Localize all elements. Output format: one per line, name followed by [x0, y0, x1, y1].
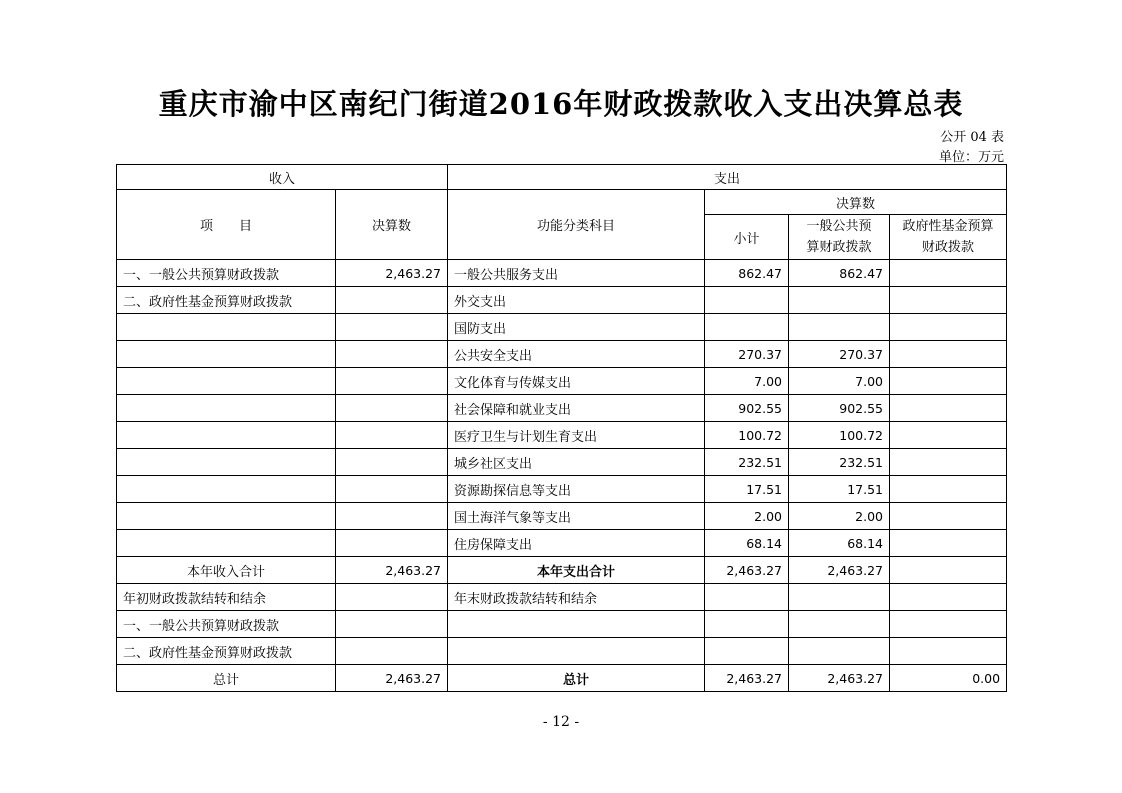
gov-fund-cell [890, 260, 1007, 287]
grand-expense-total-general: 2,463.27 [789, 665, 890, 692]
general-budget-cell [789, 314, 890, 341]
table-row [117, 314, 1007, 341]
year-expense-total-label: 本年支出合计 [448, 557, 705, 584]
income-header: 收入 [117, 165, 448, 190]
year-income-total-amount: 2,463.27 [336, 557, 448, 584]
income-amount-cell [336, 449, 448, 476]
header-row-2 [117, 190, 1007, 215]
table-row [117, 449, 1007, 476]
carryover-expense-item: 年末财政拨款结转和结余 [448, 584, 705, 611]
carryover-general [789, 584, 890, 611]
expense-item-cell: 住房保障支出 [448, 530, 705, 557]
subtotal-cell: 7.00 [705, 368, 789, 395]
expense-item-cell: 国防支出 [448, 314, 705, 341]
table-row [117, 530, 1007, 557]
subtotal-cell: 68.14 [705, 530, 789, 557]
expense-item-cell: 一般公共服务支出 [448, 260, 705, 287]
general-budget-cell: 270.37 [789, 341, 890, 368]
table-row [117, 260, 1007, 287]
general-budget-cell: 68.14 [789, 530, 890, 557]
grand-expense-total-fund: 0.00 [890, 665, 1007, 692]
grand-expense-total-label: 总计 [448, 665, 705, 692]
carryover-general [789, 638, 890, 665]
gov-fund-cell [890, 287, 1007, 314]
carryover-subtotal [705, 638, 789, 665]
carryover-fund [890, 584, 1007, 611]
carryover-subtotal [705, 584, 789, 611]
final-amount-group-header: 决算数 [705, 190, 1007, 215]
year-expense-total-subtotal: 2,463.27 [705, 557, 789, 584]
general-budget-cell: 862.47 [789, 260, 890, 287]
budget-table [116, 164, 1007, 692]
gov-fund-cell [890, 368, 1007, 395]
general-budget-header: 一般公共预 算财政拨款 [789, 215, 890, 260]
gov-fund-cell [890, 503, 1007, 530]
income-amount-cell [336, 503, 448, 530]
general-budget-cell: 7.00 [789, 368, 890, 395]
income-item-cell [117, 368, 336, 395]
expense-item-cell: 外交支出 [448, 287, 705, 314]
table-code: 公开 04 表 [940, 130, 1004, 145]
income-item-cell [117, 314, 336, 341]
income-item-cell [117, 449, 336, 476]
general-budget-cell: 2.00 [789, 503, 890, 530]
carryover-row [117, 611, 1007, 638]
income-amount-cell [336, 530, 448, 557]
income-amount-cell [336, 368, 448, 395]
income-amount-cell: 2,463.27 [336, 260, 448, 287]
general-budget-cell [789, 287, 890, 314]
general-budget-cell: 232.51 [789, 449, 890, 476]
year-income-total-label: 本年收入合计 [117, 557, 336, 584]
gov-fund-cell [890, 530, 1007, 557]
income-amount-cell [336, 395, 448, 422]
general-budget-cell: 100.72 [789, 422, 890, 449]
income-amount-cell [336, 422, 448, 449]
income-amount-cell [336, 287, 448, 314]
grand-total-row [117, 665, 1007, 692]
header-row-1 [117, 165, 1007, 190]
expense-header: 支出 [448, 165, 1007, 190]
carryover-income-amount [336, 611, 448, 638]
carryover-subtotal [705, 611, 789, 638]
gov-fund-cell [890, 476, 1007, 503]
subtotal-header: 小计 [705, 215, 789, 260]
gov-fund-cell [890, 341, 1007, 368]
income-amount-cell [336, 314, 448, 341]
carryover-row [117, 638, 1007, 665]
expense-item-cell: 文化体育与传媒支出 [448, 368, 705, 395]
carryover-income-item: 年初财政拨款结转和结余 [117, 584, 336, 611]
gov-fund-header: 政府性基金预算 财政拨款 [890, 215, 1007, 260]
table-row [117, 341, 1007, 368]
gov-fund-cell [890, 422, 1007, 449]
carryover-fund [890, 638, 1007, 665]
expense-item-cell: 公共安全支出 [448, 341, 705, 368]
year-expense-total-fund [890, 557, 1007, 584]
expense-item-cell: 社会保障和就业支出 [448, 395, 705, 422]
income-amount-cell [336, 341, 448, 368]
subtotal-cell [705, 287, 789, 314]
income-item-cell: 一、一般公共预算财政拨款 [117, 260, 336, 287]
table-row [117, 287, 1007, 314]
subtotal-cell: 17.51 [705, 476, 789, 503]
table-row [117, 422, 1007, 449]
table-row [117, 503, 1007, 530]
year-total-row [117, 557, 1007, 584]
final-amount-header: 决算数 [336, 190, 448, 260]
page-number: - 12 - [542, 714, 580, 730]
table-row [117, 395, 1007, 422]
carryover-general [789, 611, 890, 638]
carryover-row [117, 584, 1007, 611]
income-item-cell: 二、政府性基金预算财政拨款 [117, 287, 336, 314]
gov-fund-cell [890, 395, 1007, 422]
subtotal-cell: 100.72 [705, 422, 789, 449]
expense-item-cell: 国土海洋气象等支出 [448, 503, 705, 530]
item-header: 项 目 [117, 190, 336, 260]
general-budget-cell: 902.55 [789, 395, 890, 422]
income-item-cell [117, 395, 336, 422]
subtotal-cell [705, 314, 789, 341]
carryover-income-amount [336, 638, 448, 665]
gov-fund-cell [890, 449, 1007, 476]
subtotal-cell: 270.37 [705, 341, 789, 368]
year-expense-total-general: 2,463.27 [789, 557, 890, 584]
page-title: 重庆市渝中区南纪门街道2016年财政拨款收入支出决算总表 [158, 87, 964, 121]
table-row [117, 476, 1007, 503]
expense-item-cell: 城乡社区支出 [448, 449, 705, 476]
subtotal-cell: 232.51 [705, 449, 789, 476]
subtotal-cell: 2.00 [705, 503, 789, 530]
general-budget-cell: 17.51 [789, 476, 890, 503]
income-item-cell [117, 530, 336, 557]
gov-fund-cell [890, 314, 1007, 341]
grand-income-total-amount: 2,463.27 [336, 665, 448, 692]
func-category-header: 功能分类科目 [448, 190, 705, 260]
subtotal-cell: 862.47 [705, 260, 789, 287]
income-item-cell [117, 422, 336, 449]
income-amount-cell [336, 476, 448, 503]
carryover-expense-item [448, 638, 705, 665]
grand-expense-total-subtotal: 2,463.27 [705, 665, 789, 692]
expense-item-cell: 资源勘探信息等支出 [448, 476, 705, 503]
subtotal-cell: 902.55 [705, 395, 789, 422]
income-item-cell [117, 476, 336, 503]
grand-income-total-label: 总计 [117, 665, 336, 692]
carryover-income-item: 二、政府性基金预算财政拨款 [117, 638, 336, 665]
income-item-cell [117, 341, 336, 368]
unit-label: 单位：万元 [938, 150, 1004, 165]
table-row [117, 368, 1007, 395]
carryover-fund [890, 611, 1007, 638]
carryover-income-amount [336, 584, 448, 611]
carryover-income-item: 一、一般公共预算财政拨款 [117, 611, 336, 638]
income-item-cell [117, 503, 336, 530]
carryover-expense-item [448, 611, 705, 638]
expense-item-cell: 医疗卫生与计划生育支出 [448, 422, 705, 449]
